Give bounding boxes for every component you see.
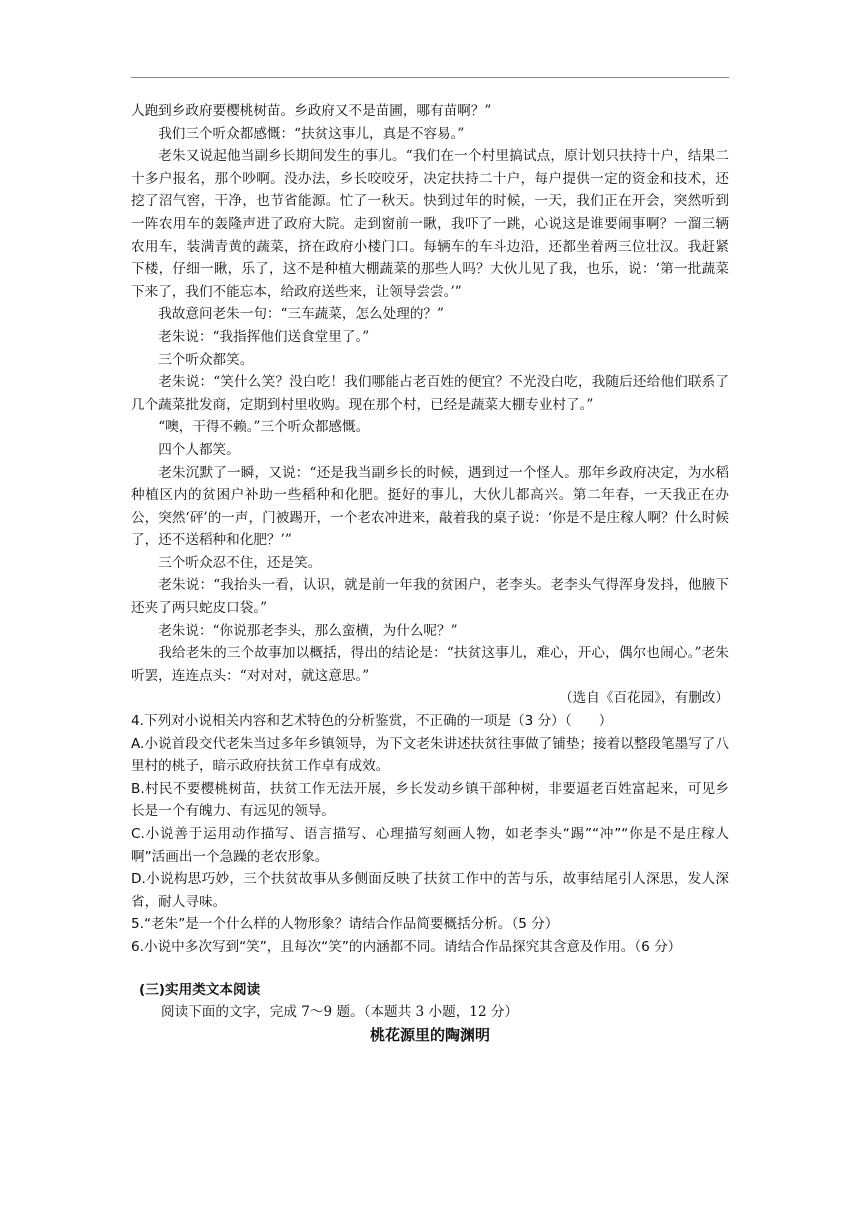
section-heading: (三)实用类文本阅读 — [139, 981, 261, 998]
article-title: 桃花源里的陶渊明 — [369, 1025, 490, 1044]
option-a: A.小说首段交代老朱当过多年乡镇领导，为下文老朱讲述扶贫往事做了铺垫；接着以整段笔墨写了八里村的桃子，暗示政府扶贫工作卓有成效。 — [131, 735, 729, 775]
story-paragraph: “噢，干得不赖。”三个听众都感慨。 — [158, 419, 370, 436]
story-paragraph: 老朱沉默了一瞬，又说：“还是我当副乡长的时候，遇到过一个怪人。那年乡政府决定，为水稻种植区内的贫困户补助一些稻种和化肥。挺好的事儿，大伙儿都高兴。第二年春，一天我正在办公，突然‘砰’的一声，门被踢开，一个老农冲进来，敲着我的桌子说：‘你是不是庄稼人啊？什么时候了，还不送稻种和化肥？’” — [131, 464, 729, 549]
question-4: 4.下列对小说相关内容和艺术特色的分析鉴赏，不正确的一项是（3 分）（ ） — [131, 713, 613, 730]
story-paragraph: 老朱说：“我抬头一看，认识，就是前一年我的贫困户，老李头。老李头气得浑身发抖，他腋下还夹了两只蛇皮口袋。” — [131, 577, 729, 617]
document-page — [131, 100, 729, 1046]
story-paragraph: 人跑到乡政府要樱桃树苗。乡政府又不是苗圃，哪有苗啊？” — [131, 103, 492, 119]
story-paragraph: 我们三个听众都感慨：“扶贫这事儿，真是不容易。” — [158, 125, 465, 142]
story-paragraph: 老朱又说起他当副乡长期间发生的事儿。“我们在一个村里搞试点，原计划只扶持十户，结果二十多户报名，那个吵啊。没办法，乡长咬咬牙，决定扶持二十户，每户提供一定的资金和技术，还挖了沼气窖，干净，也节省能源。忙了一秋天。快到过年的时候，一天，我们正在开会，突然听到一阵农用车的轰隆声进了政府大院。走到窗前一瞅，我吓了一跳，心说这是谁要闹事啊？一溜三辆农用车，装满青黄的蔬菜，挤在政府小楼门口。每辆车的车斗边沿，还都坐着两三位壮汉。我赶紧下楼，仔细一瞅，乐了，这不是种植大棚蔬菜的那些人吗？大伙儿见了我，也乐，说：‘第一批蔬菜下来了，我们不能忘本，给政府送些来，让领导尝尝。’” — [131, 148, 729, 300]
option-c: C.小说善于运用动作描写、语言描写、心理描写刻画人物，如老李头“踢”“冲”“你是不是庄稼人啊”活画出一个急躁的老农形象。 — [131, 826, 729, 865]
section-gap — [131, 959, 729, 979]
story-paragraph: 三个听众都笑。 — [158, 351, 254, 368]
header-rule — [131, 77, 729, 78]
option-d: D.小说构思巧妙，三个扶贫故事从多侧面反映了扶贫工作中的苦与乐，故事结尾引人深思，发人深省，耐人寻味。 — [131, 871, 729, 910]
question-6: 6.小说中多次写到“笑”，且每次“笑”的内涵都不同。请结合作品探究其含意及作用。（6 分） — [131, 938, 682, 955]
story-paragraph: 三个听众忍不住，还是笑。 — [158, 554, 322, 571]
story-paragraph: 四个人都笑。 — [158, 441, 240, 458]
story-paragraph: 我给老朱的三个故事加以概括，得出的结论是：“扶贫这事儿，难心，开心，偶尔也闹心。”老朱听罢，连连点头：“对对对，就这意思。” — [131, 645, 729, 684]
option-b: B.村民不要樱桃树苗，扶贫工作无法开展，乡长发动乡镇干部种树，非要逼老百姓富起来，可见乡长是一个有魄力、有远见的领导。 — [131, 780, 729, 820]
question-5: 5.“老朱”是一个什么样的人物形象？请结合作品简要概括分析。（5 分） — [131, 916, 559, 933]
story-paragraph: 老朱说：“我指挥他们送食堂里了。” — [158, 328, 370, 345]
source-citation: （选自《百花园》，有删改） — [559, 690, 729, 707]
section-instruction: 阅读下面的文字，完成 7～9 题。（本题共 3 小题，12 分） — [161, 1004, 519, 1021]
story-paragraph: 我故意问老朱一句：“三车蔬菜，怎么处理的？” — [158, 306, 444, 323]
story-paragraph: 老朱说：“笑什么笑？没白吃！我们哪能占老百姓的便宜？不光没白吃，我随后还给他们联系了几个蔬菜批发商，定期到村里收购。现在那个村，已经是蔬菜大棚专业村了。” — [131, 374, 729, 413]
story-paragraph: 老朱说：“你说那老李头，那么蛮横，为什么呢？” — [158, 622, 458, 639]
